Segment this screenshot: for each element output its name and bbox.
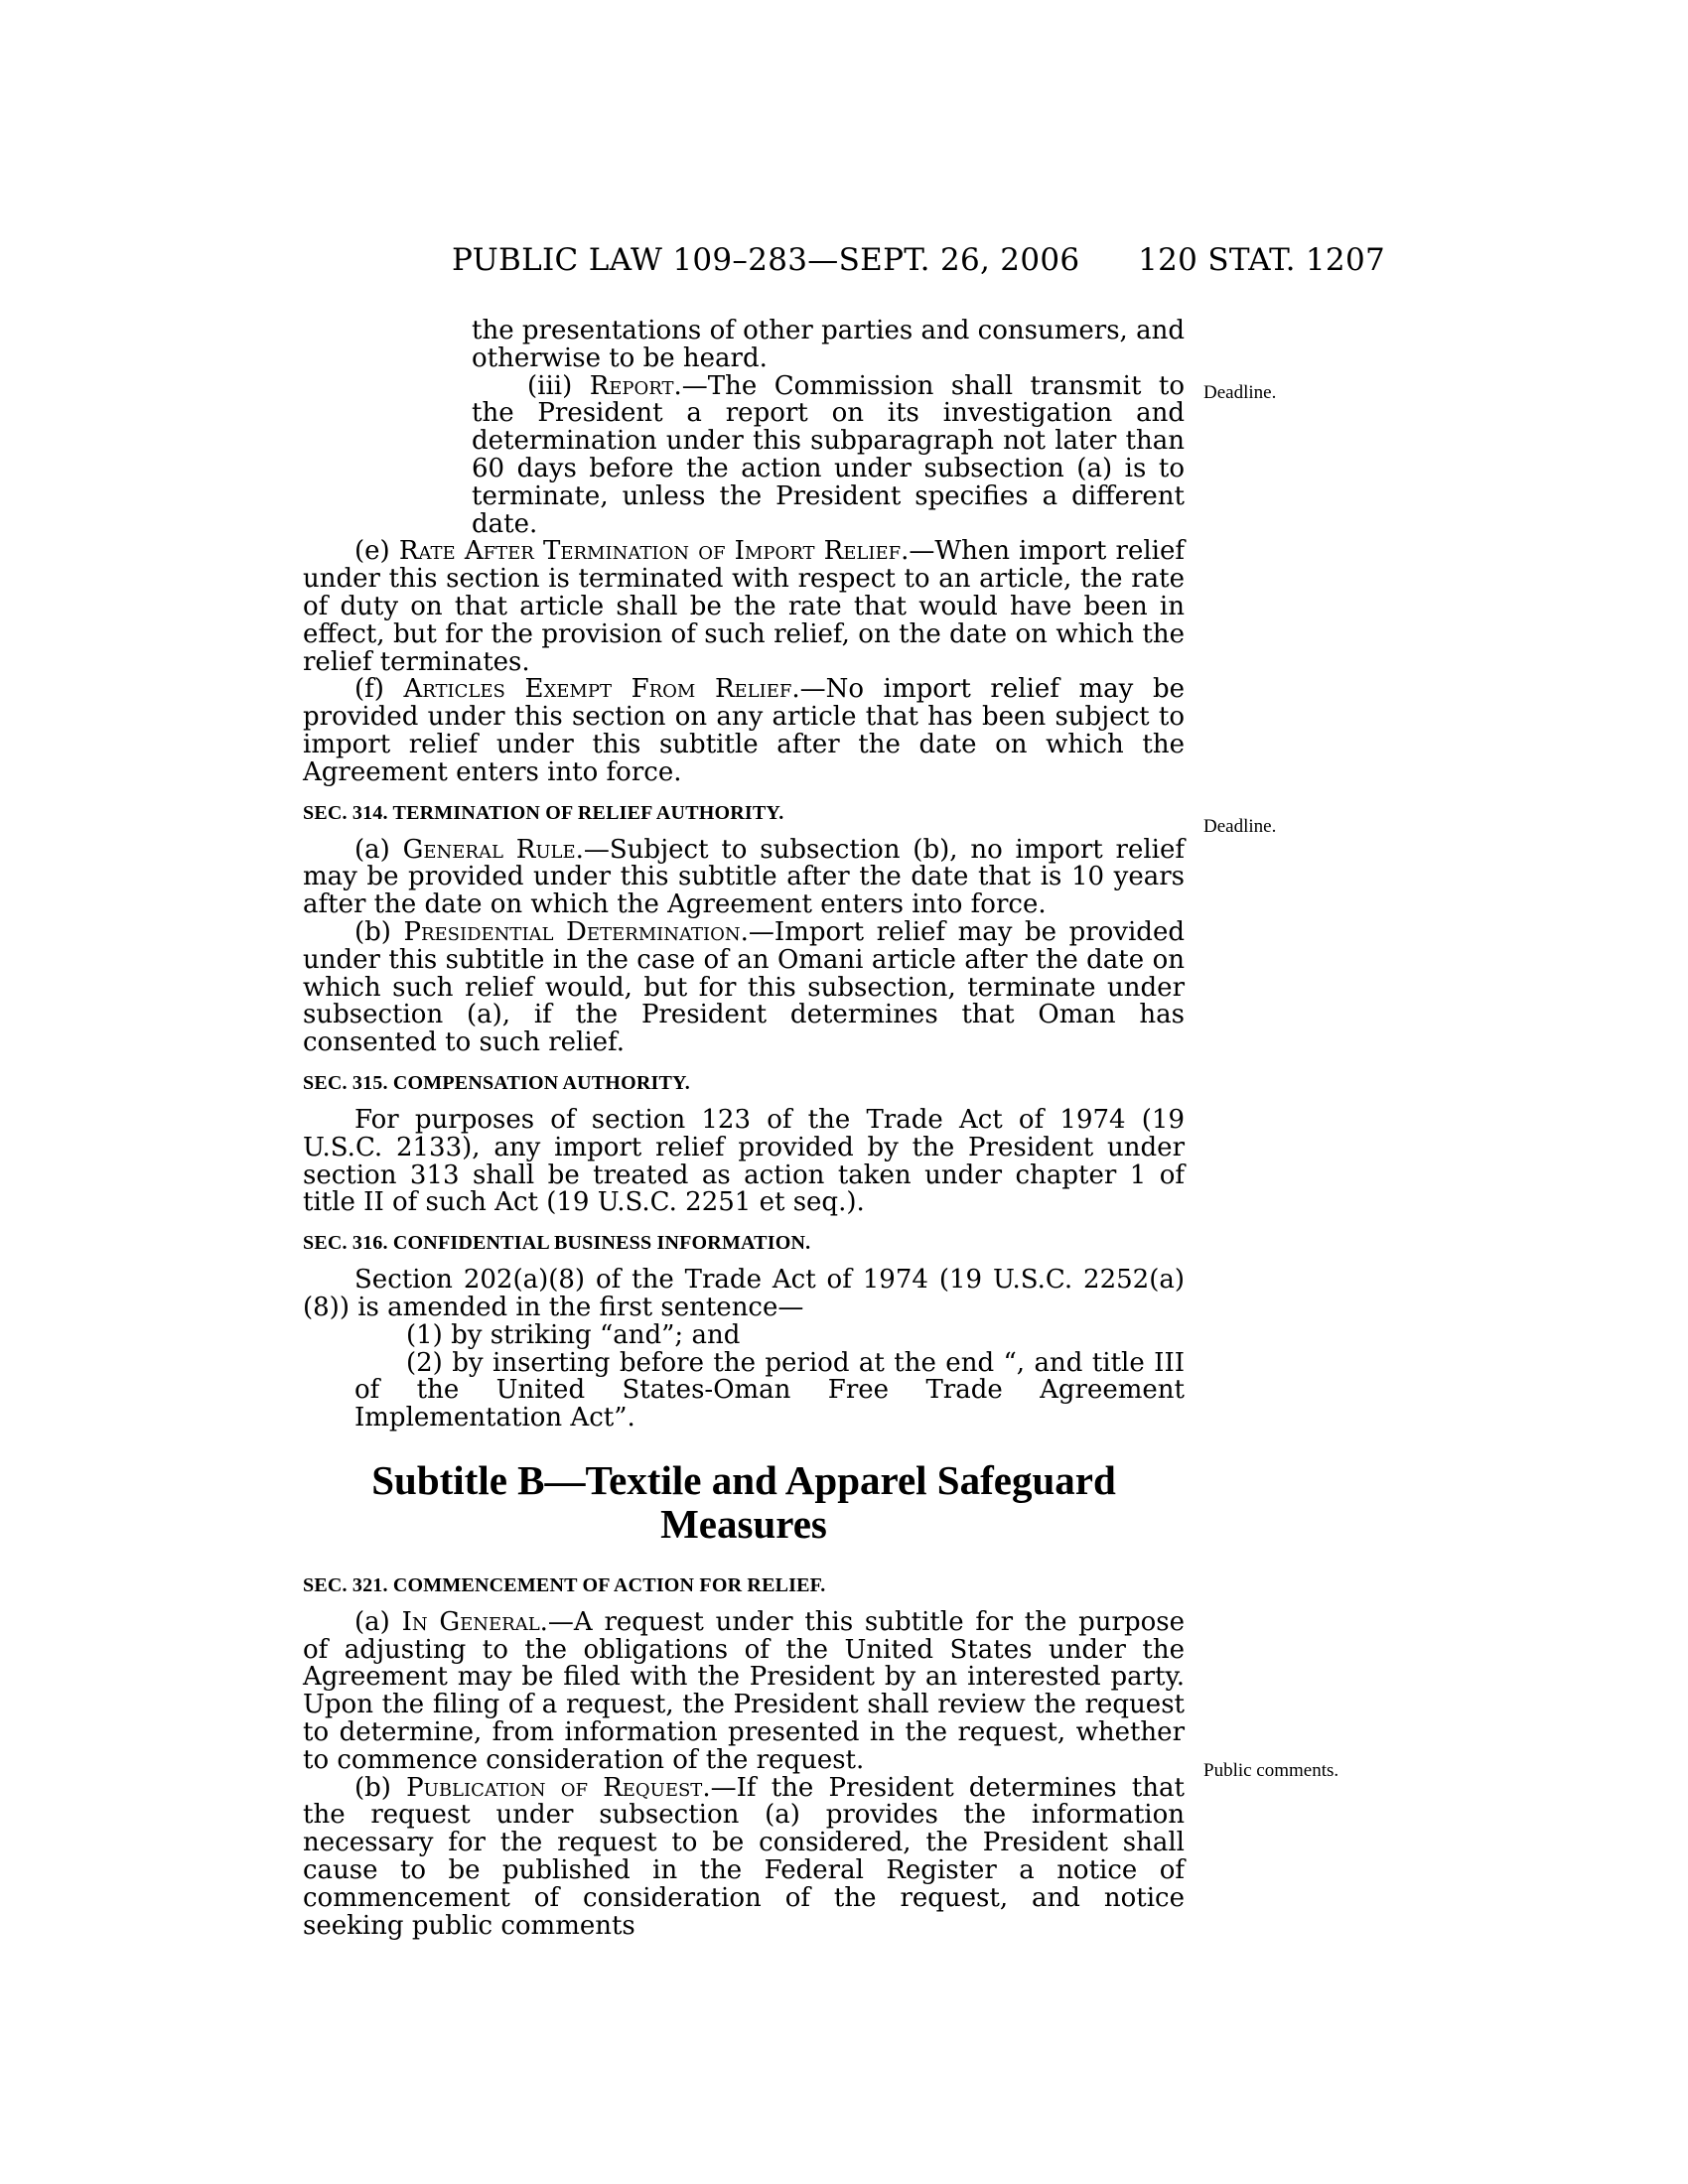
subsection-text: .—Subject to subsection (b), no import relief may be provided under this subtitle after the date that is 10 years after the date on which the Agreement enters into force.	[303, 834, 1185, 920]
section-316-heading: SEC. 316. CONFIDENTIAL BUSINESS INFORMATION.	[303, 1232, 811, 1255]
clause-iii-report	[303, 370, 1185, 539]
subsection-f	[303, 676, 1185, 786]
section-321-subsection-b	[303, 1772, 1186, 1941]
subsection-label: (a)	[354, 834, 403, 865]
section-315-text: For purposes of section 123 of the Trade Act of 1974 (19 U.S.C. 2133), any import relief provided by the President under section 313 shall be treated as action taken under chapter 1 of title II of such Act (19 U.S.C. 2251 et seq.).	[303, 1104, 1185, 1218]
subsection-heading: In General	[401, 1606, 540, 1637]
subsection-label: (b)	[354, 1772, 407, 1803]
subsection-label: (f)	[354, 674, 404, 705]
clause-label: (iii)	[527, 370, 590, 401]
margin-note-public-comments: Public comments.	[1203, 1760, 1339, 1781]
section-316-item-2: (2) by inserting before the period at the end “, and title III of the United States-Oman Free Trade Agreement Implementation Act”.	[354, 1347, 1185, 1433]
subtitle-line-1: Subtitle B—Textile and Apparel Safeguard	[371, 1456, 1116, 1503]
subsection-label: (b)	[354, 916, 404, 947]
section-321-heading: SEC. 321. COMMENCEMENT OF ACTION FOR RELIEF.	[303, 1573, 826, 1596]
header-stat-page: 120 STAT. 1207	[1138, 242, 1385, 278]
subsection-label: (e)	[354, 536, 399, 567]
section-314-subsection-a	[303, 834, 1185, 920]
subtitle-heading	[303, 1458, 1185, 1546]
subsection-heading: Publication of Request	[406, 1772, 703, 1803]
running-head	[303, 242, 1385, 282]
subsection-text: .—No import relief may be provided under this section on any article that has been subject to import relief under this subtitle after the date on which the Agreement enters into force.	[303, 674, 1185, 787]
clause-heading: Report	[589, 370, 674, 401]
subsection-text: .—Import relief may be provided under this subtitle in the case of an Omani article after the date on which such relief would, but for this subsection, terminate under subsection (a), if the President determines that Oman has consented to such relief.	[303, 916, 1185, 1058]
section-315-heading: SEC. 315. COMPENSATION AUTHORITY.	[303, 1071, 690, 1094]
section-314-subsection-b	[303, 916, 1185, 1058]
subtitle-line-2: Measures	[660, 1500, 827, 1547]
header-public-law: PUBLIC LAW 109–283—SEPT. 26, 2006	[452, 242, 1080, 278]
subsection-label: (a)	[354, 1606, 402, 1637]
subsection-heading: General Rule	[402, 834, 576, 865]
subsection-text: .—If the President determines that the request under subsection (a) provides the information necessary for the request to be considered, the President shall cause to be published in the Federal Register a notice of commencement of consideration of the request, and notice seeking public comments	[303, 1772, 1186, 1941]
margin-note-deadline: Deadline.	[1203, 382, 1277, 403]
subsection-heading: Articles Exempt From Relief	[403, 674, 792, 705]
clause-text: .—The Commission shall transmit to the President a report on its investigation and determination under this subparagraph not later than 60 days before the action under subsection (a) is to terminate, unless the President specifies a different date.	[472, 370, 1185, 539]
document-body	[303, 318, 1185, 1940]
section-314-heading: SEC. 314. TERMINATION OF RELIEF AUTHORITY.	[303, 801, 784, 824]
section-321-subsection-a	[303, 1606, 1185, 1775]
subsection-e	[303, 538, 1185, 676]
subsection-heading: Presidential Determination	[403, 916, 741, 947]
section-316-item-1: (1) by striking “and”; and	[406, 1319, 741, 1350]
subsection-text: .—A request under this subtitle for the purpose of adjusting to the obligations of the United States under the Agreement may be filed with the President by an interested party. Upon the filing of a request, the President shall review the request to determine, from information presented in the request, whether to commence consideration of the request.	[303, 1606, 1185, 1775]
paragraph-continuation: the presentations of other parties and consumers, and otherwise to be heard.	[472, 316, 1185, 373]
margin-note-deadline: Deadline.	[1203, 816, 1277, 837]
section-316-text: Section 202(a)(8) of the Trade Act of 1974 (19 U.S.C. 2252(a)(8)) is amended in the first sentence—	[303, 1265, 1185, 1322]
subsection-heading: Rate After Termination of Import Relief	[398, 536, 902, 567]
subsection-text: .—When import relief under this section is terminated with respect to an article, the rate of duty on that article shall be the rate that would have been in effect, but for the provision of such relief, on the date on which the relief terminates.	[303, 536, 1185, 677]
